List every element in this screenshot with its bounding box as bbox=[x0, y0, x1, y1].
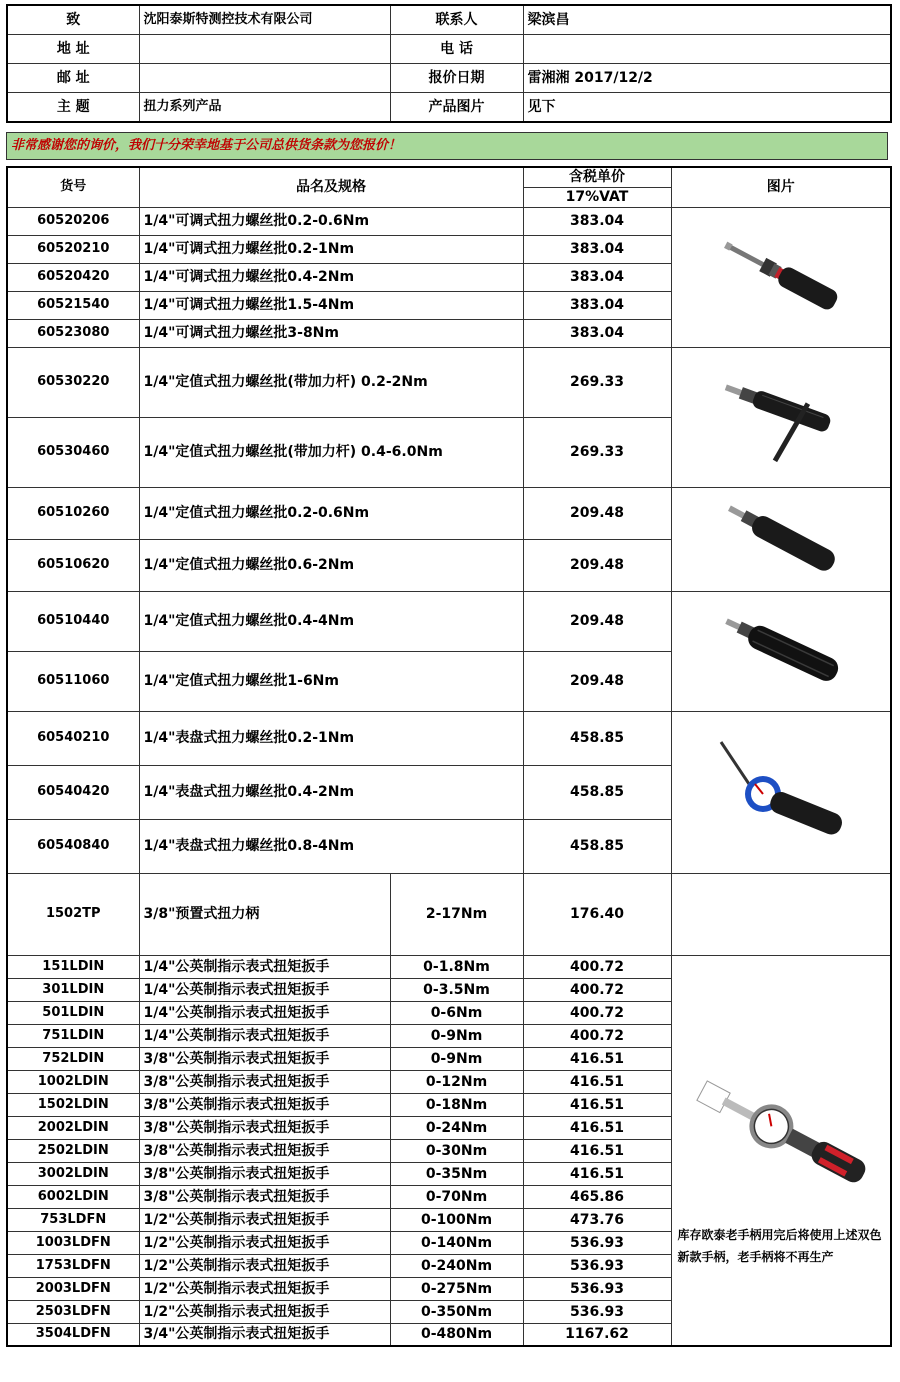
product-range: 0-480Nm bbox=[390, 1323, 523, 1346]
product-table bbox=[6, 166, 892, 1347]
product-price: 400.72 bbox=[523, 978, 671, 1001]
product-price: 383.04 bbox=[523, 263, 671, 291]
product-price: 176.40 bbox=[523, 873, 671, 955]
product-name: 1/4"表盘式扭力螺丝批0.2-1Nm bbox=[139, 711, 523, 765]
product-range: 0-1.8Nm bbox=[390, 955, 523, 978]
product-price: 416.51 bbox=[523, 1047, 671, 1070]
header-row-subject bbox=[7, 93, 891, 123]
product-price: 458.85 bbox=[523, 819, 671, 873]
product-range: 0-9Nm bbox=[390, 1047, 523, 1070]
product-code: 60520420 bbox=[7, 263, 139, 291]
table-row bbox=[7, 955, 891, 978]
product-code: 1003LDFN bbox=[7, 1231, 139, 1254]
product-price: 536.93 bbox=[523, 1231, 671, 1254]
product-code: 2503LDFN bbox=[7, 1300, 139, 1323]
product-price: 458.85 bbox=[523, 765, 671, 819]
product-name: 3/8"公英制指示表式扭矩扳手 bbox=[139, 1139, 390, 1162]
header-row-to bbox=[7, 5, 891, 35]
product-code: 60540840 bbox=[7, 819, 139, 873]
header-row-postcode bbox=[7, 64, 891, 93]
column-header-row bbox=[7, 167, 891, 187]
postcode-label: 邮 址 bbox=[7, 64, 139, 93]
product-name: 3/8"公英制指示表式扭矩扳手 bbox=[139, 1185, 390, 1208]
product-code: 151LDIN bbox=[7, 955, 139, 978]
fixed-screwdriver-icon bbox=[711, 489, 851, 589]
product-name: 1/4"定值式扭力螺丝批0.4-4Nm bbox=[139, 591, 523, 651]
product-range: 0-6Nm bbox=[390, 1001, 523, 1024]
product-name: 1/4"公英制指示表式扭矩扳手 bbox=[139, 978, 390, 1001]
to-label: 致 bbox=[7, 5, 139, 35]
product-name: 1/2"公英制指示表式扭矩扳手 bbox=[139, 1231, 390, 1254]
t-handle-screwdriver-icon bbox=[711, 357, 851, 477]
product-code: 60523080 bbox=[7, 319, 139, 347]
product-price: 536.93 bbox=[523, 1277, 671, 1300]
product-name: 1/2"公英制指示表式扭矩扳手 bbox=[139, 1300, 390, 1323]
product-name: 1/4"可调式扭力螺丝批0.2-1Nm bbox=[139, 235, 523, 263]
product-price: 400.72 bbox=[523, 1024, 671, 1047]
product-price: 209.48 bbox=[523, 651, 671, 711]
product-image-value: 见下 bbox=[523, 93, 891, 123]
product-range: 0-12Nm bbox=[390, 1070, 523, 1093]
column-header-name: 品名及规格 bbox=[139, 167, 523, 207]
product-code: 2502LDIN bbox=[7, 1139, 139, 1162]
product-price: 416.51 bbox=[523, 1116, 671, 1139]
dial-screwdriver-icon bbox=[711, 732, 851, 852]
product-name: 3/8"公英制指示表式扭矩扳手 bbox=[139, 1047, 390, 1070]
product-name: 1/4"定值式扭力螺丝批(带加力杆) 0.4-6.0Nm bbox=[139, 417, 523, 487]
product-code: 301LDIN bbox=[7, 978, 139, 1001]
product-price: 383.04 bbox=[523, 235, 671, 263]
product-code: 60510260 bbox=[7, 487, 139, 539]
product-price: 269.33 bbox=[523, 347, 671, 417]
header-table bbox=[6, 4, 892, 123]
product-name: 1/2"公英制指示表式扭矩扳手 bbox=[139, 1254, 390, 1277]
product-range: 0-140Nm bbox=[390, 1231, 523, 1254]
product-code: 60540210 bbox=[7, 711, 139, 765]
product-code: 751LDIN bbox=[7, 1024, 139, 1047]
product-price: 383.04 bbox=[523, 319, 671, 347]
product-name: 1/4"定值式扭力螺丝批1-6Nm bbox=[139, 651, 523, 711]
product-price: 416.51 bbox=[523, 1139, 671, 1162]
product-image-cell bbox=[671, 591, 891, 711]
product-price: 383.04 bbox=[523, 291, 671, 319]
product-image-cell bbox=[671, 487, 891, 591]
phone-label: 电 话 bbox=[390, 35, 523, 64]
product-name: 1/2"公英制指示表式扭矩扳手 bbox=[139, 1277, 390, 1300]
contact-value: 梁滨昌 bbox=[523, 5, 891, 35]
quote-date-label: 报价日期 bbox=[390, 64, 523, 93]
product-code: 2003LDFN bbox=[7, 1277, 139, 1300]
product-name: 3/8"预置式扭力柄 bbox=[139, 873, 390, 955]
product-code: 752LDIN bbox=[7, 1047, 139, 1070]
address-value bbox=[139, 35, 390, 64]
product-name: 3/8"公英制指示表式扭矩扳手 bbox=[139, 1162, 390, 1185]
product-price: 536.93 bbox=[523, 1254, 671, 1277]
product-code: 1502TP bbox=[7, 873, 139, 955]
product-range: 0-35Nm bbox=[390, 1162, 523, 1185]
product-price: 400.72 bbox=[523, 1001, 671, 1024]
table-row bbox=[7, 711, 891, 765]
product-price: 1167.62 bbox=[523, 1323, 671, 1346]
quote-date-value: 雷湘湘 2017/12/2 bbox=[523, 64, 891, 93]
product-price: 209.48 bbox=[523, 487, 671, 539]
table-row bbox=[7, 207, 891, 235]
header-row-address bbox=[7, 35, 891, 64]
product-image-cell bbox=[671, 711, 891, 873]
product-price: 383.04 bbox=[523, 207, 671, 235]
product-code: 3002LDIN bbox=[7, 1162, 139, 1185]
product-price: 473.76 bbox=[523, 1208, 671, 1231]
product-code: 60510620 bbox=[7, 539, 139, 591]
product-name: 1/4"可调式扭力螺丝批3-8Nm bbox=[139, 319, 523, 347]
product-image-cell bbox=[671, 207, 891, 347]
product-code: 60510440 bbox=[7, 591, 139, 651]
contact-label: 联系人 bbox=[390, 5, 523, 35]
product-name: 1/4"可调式扭力螺丝批0.4-2Nm bbox=[139, 263, 523, 291]
product-code: 60511060 bbox=[7, 651, 139, 711]
product-code: 3504LDFN bbox=[7, 1323, 139, 1346]
product-name: 1/2"公英制指示表式扭矩扳手 bbox=[139, 1208, 390, 1231]
product-name: 3/8"公英制指示表式扭矩扳手 bbox=[139, 1116, 390, 1139]
product-name: 1/4"表盘式扭力螺丝批0.8-4Nm bbox=[139, 819, 523, 873]
product-name: 3/8"公英制指示表式扭矩扳手 bbox=[139, 1070, 390, 1093]
product-range: 0-3.5Nm bbox=[390, 978, 523, 1001]
product-code: 60520206 bbox=[7, 207, 139, 235]
product-name: 1/4"公英制指示表式扭矩扳手 bbox=[139, 1024, 390, 1047]
product-image-cell bbox=[671, 873, 891, 955]
product-name: 1/4"定值式扭力螺丝批(带加力杆) 0.2-2Nm bbox=[139, 347, 523, 417]
product-price: 416.51 bbox=[523, 1093, 671, 1116]
product-image-cell bbox=[671, 347, 891, 487]
adjustable-screwdriver-icon bbox=[711, 212, 851, 342]
column-header-code: 货号 bbox=[7, 167, 139, 207]
product-code: 60530220 bbox=[7, 347, 139, 417]
to-value: 沈阳泰斯特测控技术有限公司 bbox=[139, 5, 390, 35]
product-range: 0-70Nm bbox=[390, 1185, 523, 1208]
address-label: 地 址 bbox=[7, 35, 139, 64]
product-code: 501LDIN bbox=[7, 1001, 139, 1024]
product-image-cell bbox=[671, 955, 891, 1346]
table-row bbox=[7, 591, 891, 651]
product-range: 2-17Nm bbox=[390, 873, 523, 955]
product-price: 458.85 bbox=[523, 711, 671, 765]
product-range: 0-24Nm bbox=[390, 1116, 523, 1139]
product-name: 1/4"定值式扭力螺丝批0.6-2Nm bbox=[139, 539, 523, 591]
wrench-note: 库存欧泰老手柄用完后将使用上述双色新款手柄，老手柄将不再生产 bbox=[677, 1227, 882, 1264]
table-row bbox=[7, 873, 891, 955]
product-name: 1/4"可调式扭力螺丝批0.2-0.6Nm bbox=[139, 207, 523, 235]
fixed-screwdriver-grip-icon bbox=[711, 596, 851, 706]
product-name: 1/4"公英制指示表式扭矩扳手 bbox=[139, 1001, 390, 1024]
product-price: 416.51 bbox=[523, 1162, 671, 1185]
product-name: 3/8"公英制指示表式扭矩扳手 bbox=[139, 1093, 390, 1116]
dial-torque-wrench-icon bbox=[686, 1066, 876, 1206]
product-name: 3/4"公英制指示表式扭矩扳手 bbox=[139, 1323, 390, 1346]
column-header-image: 图片 bbox=[671, 167, 891, 207]
product-code: 60521540 bbox=[7, 291, 139, 319]
product-range: 0-30Nm bbox=[390, 1139, 523, 1162]
product-price: 416.51 bbox=[523, 1070, 671, 1093]
subject-label: 主 题 bbox=[7, 93, 139, 123]
table-row bbox=[7, 347, 891, 417]
product-name: 1/4"公英制指示表式扭矩扳手 bbox=[139, 955, 390, 978]
product-range: 0-100Nm bbox=[390, 1208, 523, 1231]
product-code: 753LDFN bbox=[7, 1208, 139, 1231]
product-range: 0-9Nm bbox=[390, 1024, 523, 1047]
product-name: 1/4"可调式扭力螺丝批1.5-4Nm bbox=[139, 291, 523, 319]
product-code: 6002LDIN bbox=[7, 1185, 139, 1208]
product-code: 60540420 bbox=[7, 765, 139, 819]
product-code: 1502LDIN bbox=[7, 1093, 139, 1116]
product-range: 0-18Nm bbox=[390, 1093, 523, 1116]
product-price: 269.33 bbox=[523, 417, 671, 487]
product-image-label: 产品图片 bbox=[390, 93, 523, 123]
column-header-price: 含税单价 bbox=[523, 167, 671, 187]
product-price: 400.72 bbox=[523, 955, 671, 978]
product-range: 0-350Nm bbox=[390, 1300, 523, 1323]
product-price: 209.48 bbox=[523, 591, 671, 651]
product-price: 465.86 bbox=[523, 1185, 671, 1208]
thanks-banner: 非常感谢您的询价，我们十分荣幸地基于公司总供货条款为您报价！ bbox=[6, 132, 888, 160]
product-code: 2002LDIN bbox=[7, 1116, 139, 1139]
column-header-vat: 17%VAT bbox=[523, 187, 671, 207]
product-name: 1/4"表盘式扭力螺丝批0.4-2Nm bbox=[139, 765, 523, 819]
phone-value bbox=[523, 35, 891, 64]
product-code: 1753LDFN bbox=[7, 1254, 139, 1277]
product-price: 209.48 bbox=[523, 539, 671, 591]
product-code: 60530460 bbox=[7, 417, 139, 487]
product-name: 1/4"定值式扭力螺丝批0.2-0.6Nm bbox=[139, 487, 523, 539]
product-range: 0-275Nm bbox=[390, 1277, 523, 1300]
table-row bbox=[7, 487, 891, 539]
product-code: 60520210 bbox=[7, 235, 139, 263]
product-range: 0-240Nm bbox=[390, 1254, 523, 1277]
subject-value: 扭力系列产品 bbox=[139, 93, 390, 123]
postcode-value bbox=[139, 64, 390, 93]
product-code: 1002LDIN bbox=[7, 1070, 139, 1093]
product-price: 536.93 bbox=[523, 1300, 671, 1323]
